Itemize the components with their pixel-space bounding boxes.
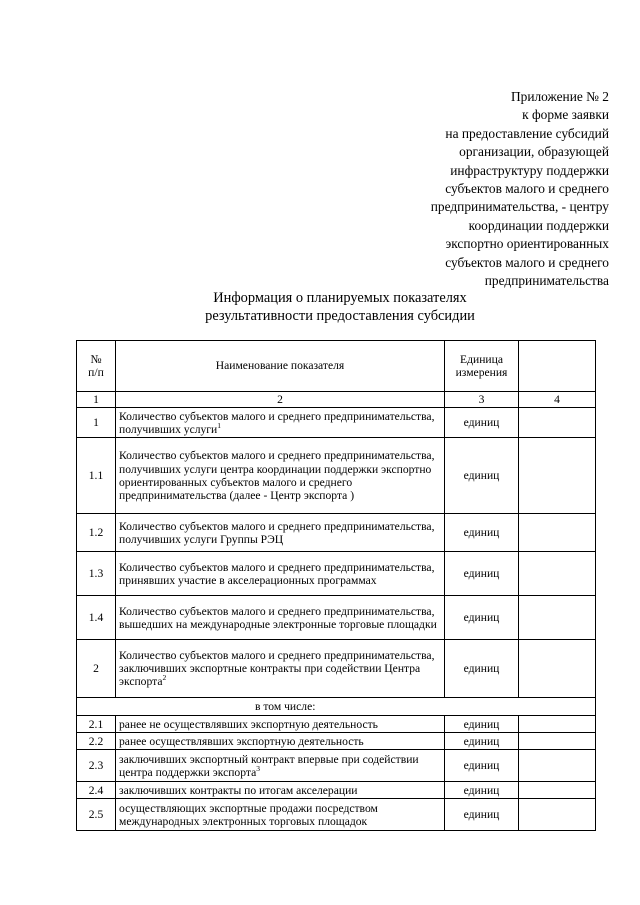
indicator-text: Количество субъектов малого и среднего предпринимательства, получивших услуги центра координации поддержки экспортно ориентированных субъектов малого и среднего предпринимательства (далее - Центр экспорта ) <box>119 449 435 502</box>
row-number: 1.2 <box>77 514 116 552</box>
row-unit: единиц <box>445 552 519 596</box>
row-value-cell <box>519 750 596 782</box>
row-number: 2.1 <box>77 716 116 733</box>
appendix-line: инфраструктуру поддержки <box>450 162 609 178</box>
footnote-mark: 3 <box>256 763 260 773</box>
table-row <box>77 733 596 750</box>
row-indicator-name <box>116 514 445 552</box>
indicator-text: Количество субъектов малого и среднего предпринимательства, вышедших на международные электронные торговые площадки <box>119 604 437 631</box>
row-indicator-name <box>116 552 445 596</box>
row-indicator-name <box>116 408 445 438</box>
appendix-line: координации поддержки <box>468 217 609 233</box>
row-indicator-name <box>116 716 445 733</box>
row-number: 1 <box>77 408 116 438</box>
row-value-cell <box>519 552 596 596</box>
indicator-text: Количество субъектов малого и среднего предпринимательства, принявших участие в акселерационных программах <box>119 560 435 587</box>
indicator-text: ранее не осуществлявших экспортную деятельность <box>119 717 378 731</box>
row-value-cell <box>519 408 596 438</box>
appendix-line: к форме заявки <box>522 107 609 123</box>
document-title <box>0 290 640 325</box>
row-number: 1.4 <box>77 596 116 640</box>
footnote-mark: 1 <box>217 420 222 430</box>
row-unit: единиц <box>445 733 519 750</box>
row-value-cell <box>519 799 596 831</box>
row-unit: единиц <box>445 514 519 552</box>
row-unit: единиц <box>445 438 519 514</box>
row-indicator-name <box>116 438 445 514</box>
title-line-1: Информация о планируемых показателях <box>213 290 467 306</box>
appendix-line: экспортно ориентированных <box>445 236 609 252</box>
indicator-text: заключивших контракты по итогам акселерации <box>119 783 358 797</box>
row-unit: единиц <box>445 640 519 698</box>
row-indicator-name <box>116 640 445 698</box>
row-number: 1.1 <box>77 438 116 514</box>
row-indicator-name <box>116 596 445 640</box>
row-unit: единиц <box>445 408 519 438</box>
row-value-cell <box>519 514 596 552</box>
header-num: № п/п <box>77 341 116 392</box>
col-number: 2 <box>116 392 445 408</box>
indicator-text: Количество субъектов малого и среднего предпринимательства, получивших услуги Группы РЭЦ <box>119 519 435 546</box>
indicator-text: заключивших экспортный контракт впервые при содействии центра поддержки экспорта <box>119 752 419 779</box>
indicator-text: осуществляющих экспортные продажи посредством международных электронных торговых площадок <box>119 801 378 828</box>
column-numbers-row <box>77 392 596 408</box>
row-value-cell <box>519 716 596 733</box>
footnote-mark: 2 <box>162 673 167 683</box>
including-label: в том числе: <box>77 698 596 716</box>
row-value-cell <box>519 596 596 640</box>
appendix-line: субъектов малого и среднего <box>445 181 609 197</box>
row-unit: единиц <box>445 716 519 733</box>
table-row <box>77 750 596 782</box>
row-value-cell <box>519 782 596 799</box>
table-row <box>77 799 596 831</box>
row-number: 2.5 <box>77 799 116 831</box>
appendix-line: Приложение № 2 <box>510 89 609 104</box>
row-number: 2.2 <box>77 733 116 750</box>
appendix-line: на предоставление субсидий <box>445 125 609 141</box>
title-line-2: результативности предоставления субсидии <box>205 307 475 324</box>
row-indicator-name <box>116 750 445 782</box>
table-header-row <box>77 341 596 392</box>
col-number: 3 <box>445 392 519 408</box>
table-row <box>77 782 596 799</box>
indicator-text: ранее осуществлявших экспортную деятельность <box>119 734 364 748</box>
appendix-line: предпринимательства <box>484 273 609 289</box>
col-number: 1 <box>77 392 116 408</box>
row-number: 1.3 <box>77 552 116 596</box>
row-number: 2 <box>77 640 116 698</box>
row-value-cell <box>519 733 596 750</box>
row-value-cell <box>519 640 596 698</box>
row-number: 2.3 <box>77 750 116 782</box>
table-row <box>77 408 596 438</box>
header-unit: Единица измерения <box>445 341 519 392</box>
appendix-line: субъектов малого и среднего <box>445 254 609 270</box>
row-indicator-name <box>116 733 445 750</box>
appendix-line: организации, образующей <box>459 144 609 160</box>
table-row <box>77 438 596 514</box>
indicator-text: Количество субъектов малого и среднего предпринимательства, заключивших экспортные контракты при содействии Центра экспорта <box>119 648 435 689</box>
indicator-text: Количество субъектов малого и среднего предпринимательства, получивших услуги <box>119 409 435 436</box>
row-indicator-name <box>116 799 445 831</box>
table-row <box>77 716 596 733</box>
table-row <box>77 596 596 640</box>
table-row <box>77 514 596 552</box>
row-number: 2.4 <box>77 782 116 799</box>
appendix-header <box>309 88 609 290</box>
table-row <box>77 552 596 596</box>
table-row <box>77 640 596 698</box>
row-indicator-name <box>116 782 445 799</box>
indicators-table <box>76 340 596 831</box>
row-unit: единиц <box>445 596 519 640</box>
col-number: 4 <box>519 392 596 408</box>
including-row <box>77 698 596 716</box>
header-col4 <box>519 341 596 392</box>
row-unit: единиц <box>445 750 519 782</box>
header-name: Наименование показателя <box>116 341 445 392</box>
row-unit: единиц <box>445 782 519 799</box>
row-value-cell <box>519 438 596 514</box>
appendix-line: предпринимательства, - центру <box>430 199 609 215</box>
row-unit: единиц <box>445 799 519 831</box>
